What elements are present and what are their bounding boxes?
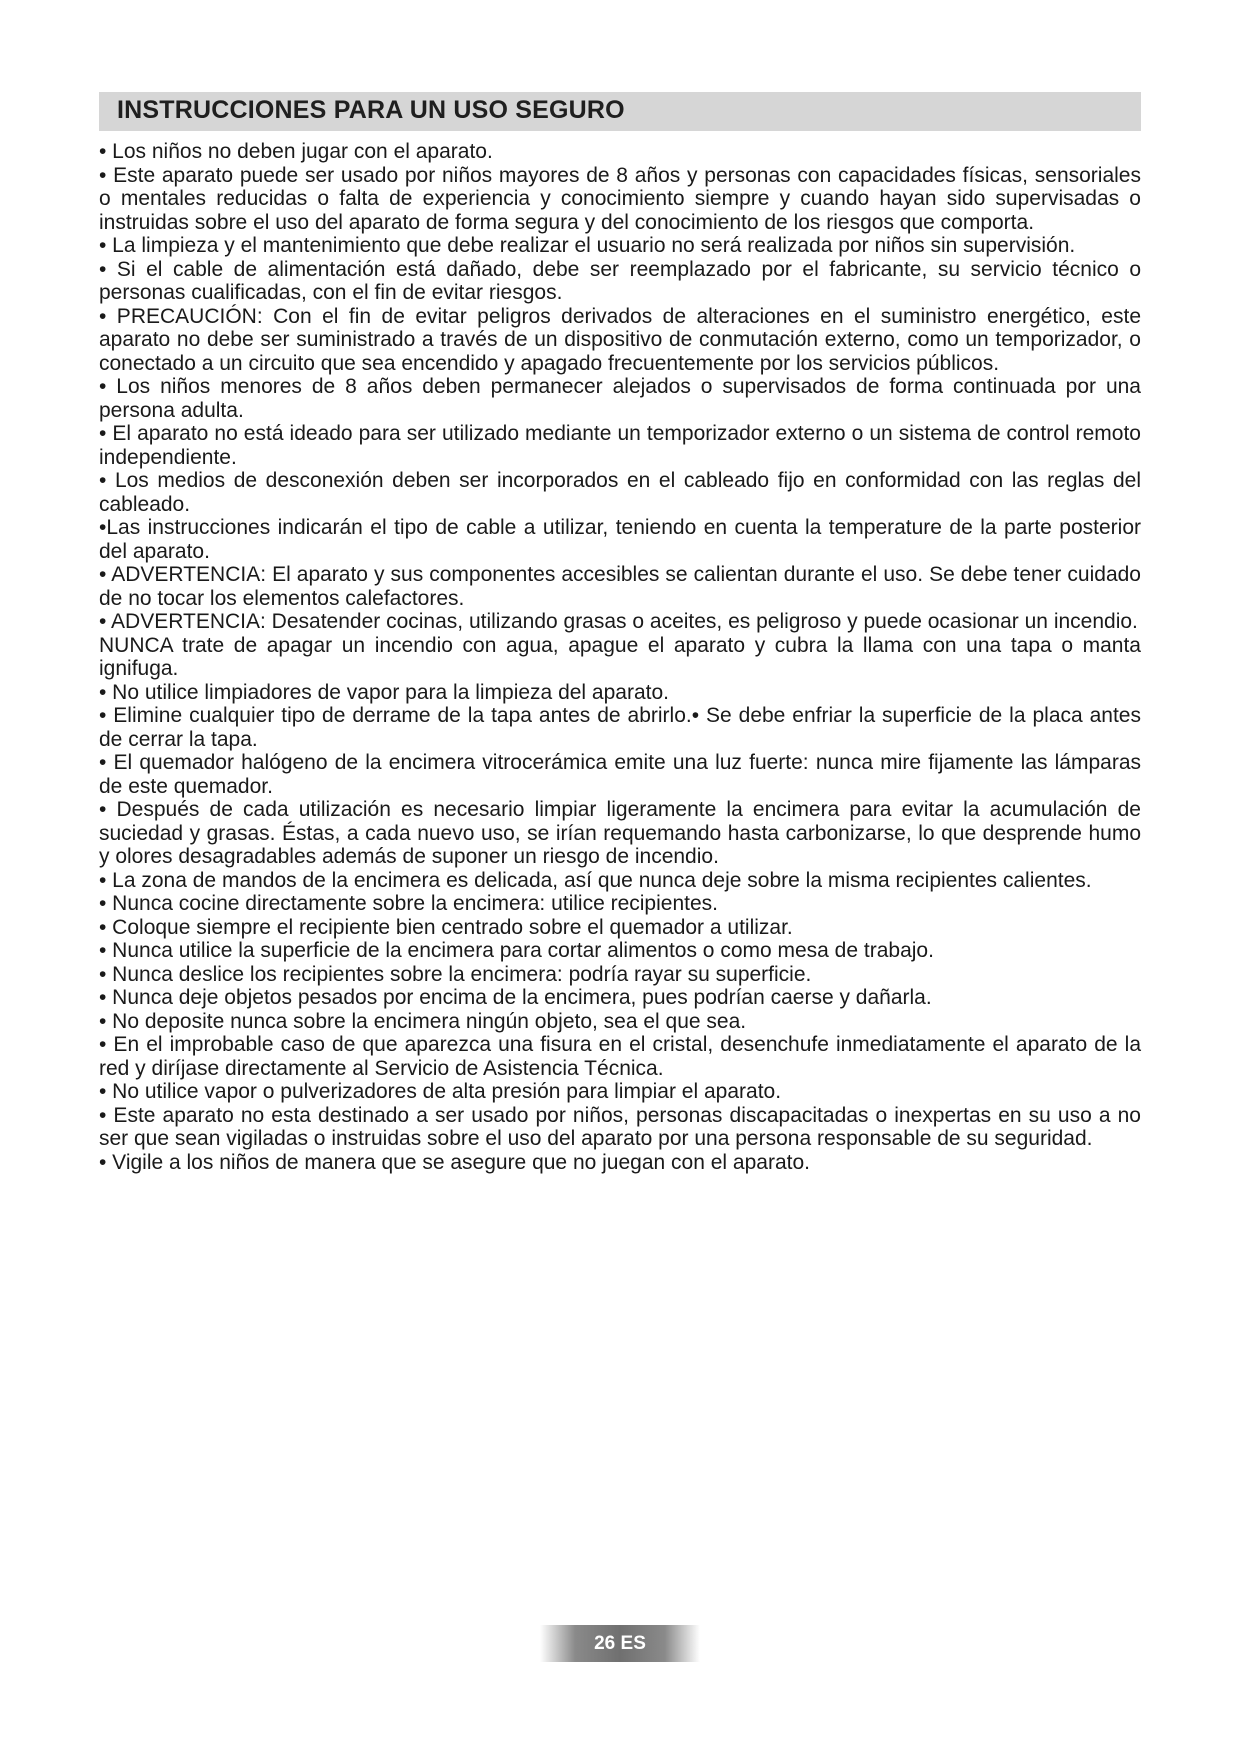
instruction-paragraph: • Este aparato puede ser usado por niños mayores de 8 años y personas con capacidades físicas, sensoriales o mentales reducidas o falta de experiencia y conocimiento siempre y cuando hayan sido supervisadas o instruidas sobre el uso del aparato de forma segura y del conocimiento de los riesgos que comporta.	[99, 163, 1141, 234]
instruction-paragraph: • Nunca cocine directamente sobre la encimera: utilice recipientes.	[99, 892, 718, 915]
instruction-paragraph: • Nunca utilice la superficie de la encimera para cortar alimentos o como mesa de trabajo.	[99, 939, 934, 962]
section-title: INSTRUCCIONES PARA UN USO SEGURO	[117, 96, 625, 124]
instruction-paragraph: • Si el cable de alimentación está dañado, debe ser reemplazado por el fabricante, su servicio técnico o personas cualificadas, con el fin de evitar riesgos.	[99, 257, 1141, 304]
instruction-paragraph: • Los medios de desconexión deben ser incorporados en el cableado fijo en conformidad con las reglas del cableado.	[99, 469, 1141, 516]
instruction-paragraph: • En el improbable caso de que aparezca una fisura en el cristal, desenchufe inmediatamente el aparato de la red y diríjase directamente al Servicio de Asistencia Técnica.	[99, 1033, 1141, 1080]
instruction-paragraph: • No utilice limpiadores de vapor para la limpieza del aparato.	[99, 680, 669, 704]
instruction-paragraph: • Los niños menores de 8 años deben permanecer alejados o supervisados de forma continuada por una persona adulta.	[99, 375, 1141, 422]
instruction-paragraph: • No deposite nunca sobre la encimera ningún objeto, sea el que sea.	[99, 1009, 747, 1033]
instruction-paragraph: •Las instrucciones indicarán el tipo de cable a utilizar, teniendo en cuenta la temperature de la parte posterior del aparato.	[99, 516, 1141, 563]
instructions-body	[99, 140, 1141, 1174]
instruction-paragraph: • El aparato no está ideado para ser utilizado mediante un temporizador externo o un sistema de control remoto independiente.	[99, 422, 1141, 469]
instruction-paragraph: • Los niños no deben jugar con el aparato.	[99, 140, 493, 163]
instruction-paragraph: • El quemador halógeno de la encimera vitrocerámica emite una luz fuerte: nunca mire fijamente las lámparas de este quemador.	[99, 751, 1141, 798]
instruction-paragraph: • La limpieza y el mantenimiento que debe realizar el usuario no será realizada por niños sin supervisión.	[99, 234, 1076, 257]
instruction-paragraph: • PRECAUCIÓN: Con el fin de evitar peligros derivados de alteraciones en el suministro energético, este aparato no debe ser suministrado a través de un dispositivo de conmutación externo, como un temporizador, o conectado a un circuito que sea encendido y apagado frecuentemente por los servicios públicos.	[99, 304, 1141, 375]
instruction-paragraph: • La zona de mandos de la encimera es delicada, así que nunca deje sobre la misma recipientes calientes.	[99, 868, 1092, 892]
instruction-paragraph: • Elimine cualquier tipo de derrame de la tapa antes de abrirlo.• Se debe enfriar la superficie de la placa antes de cerrar la tapa.	[99, 704, 1141, 751]
instruction-paragraph: • No utilice vapor o pulverizadores de alta presión para limpiar el aparato.	[99, 1080, 782, 1103]
instruction-paragraph: • ADVERTENCIA: El aparato y sus componentes accesibles se calientan durante el uso. Se debe tener cuidado de no tocar los elementos calefactores.	[99, 563, 1141, 610]
page-number-badge	[540, 1625, 700, 1662]
instruction-paragraph: • Después de cada utilización es necesario limpiar ligeramente la encimera para evitar la acumulación de suciedad y grasas. Éstas, a cada nuevo uso, se irían requemando hasta carbonizarse, lo que desprende humo y olores desagradables además de suponer un riesgo de incendio.	[99, 798, 1141, 868]
page-number: 26 ES	[594, 1632, 646, 1654]
instruction-paragraph: NUNCA trate de apagar un incendio con agua, apague el aparato y cubra la llama con una tapa o manta ignifuga.	[99, 633, 1141, 680]
instruction-paragraph: • Nunca deslice los recipientes sobre la encimera: podría rayar su superficie.	[99, 962, 812, 986]
instruction-paragraph: • Nunca deje objetos pesados por encima de la encimera, pues podrían caerse y dañarla.	[99, 986, 932, 1009]
instruction-paragraph: • Vigile a los niños de manera que se asegure que no juegan con el aparato.	[99, 1150, 810, 1174]
instruction-paragraph: • ADVERTENCIA: Desatender cocinas, utilizando grasas o aceites, es peligroso y puede ocasionar un incendio.	[99, 610, 1138, 633]
instruction-paragraph: • Coloque siempre el recipiente bien centrado sobre el quemador a utilizar.	[99, 915, 793, 939]
instruction-paragraph: • Este aparato no esta destinado a ser usado por niños, personas discapacitadas o inexpertas en su uso a no ser que sean vigiladas o instruidas sobre el uso del aparato por una persona responsable de su seguridad.	[99, 1103, 1141, 1150]
